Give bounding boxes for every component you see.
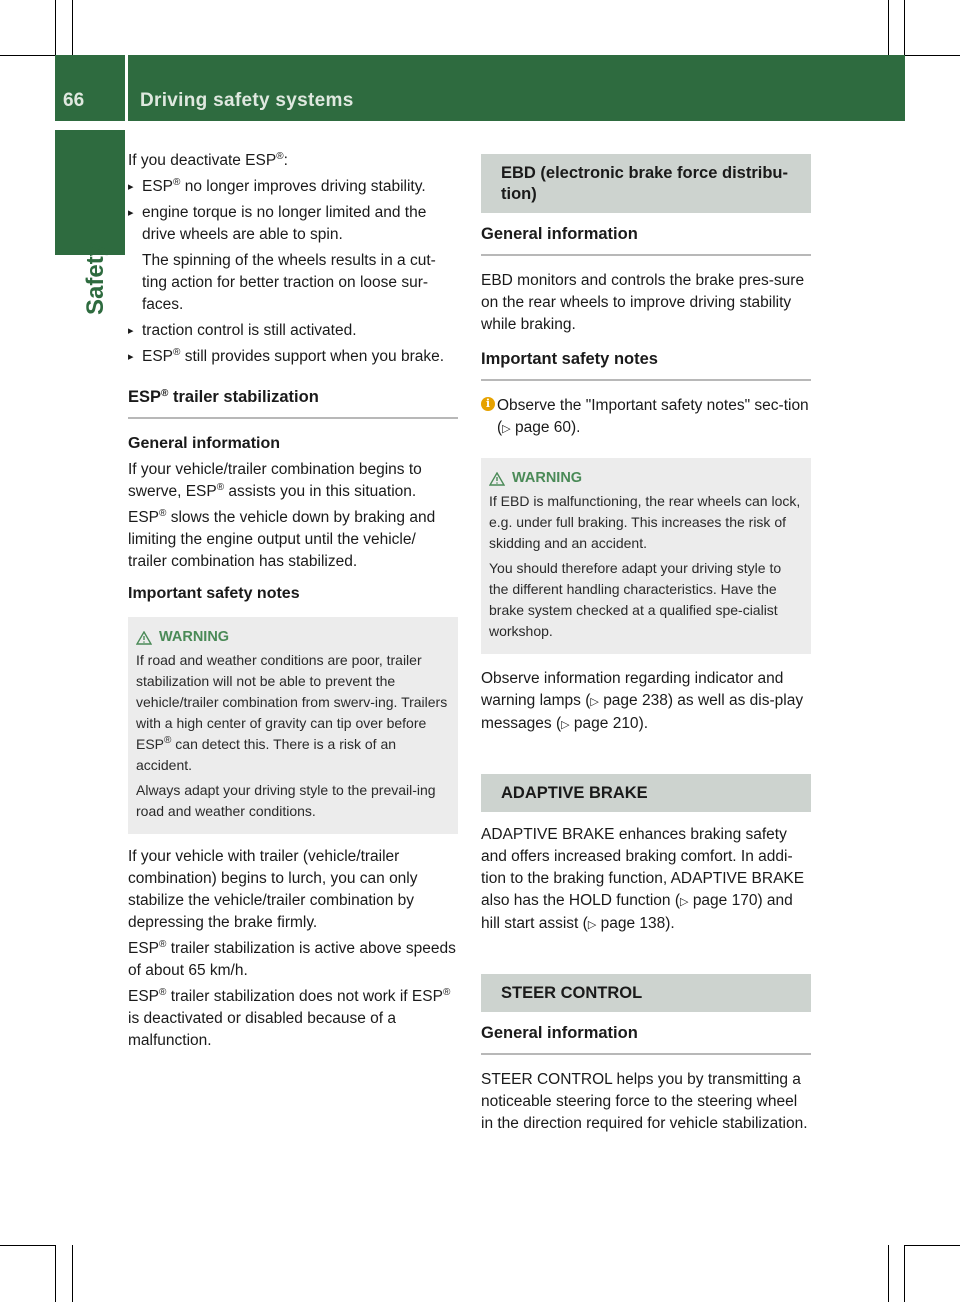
- warning-label: WARNING: [159, 629, 230, 645]
- paragraph: ESP® trailer stabilization is active above speeds of about 65 km/h.: [128, 939, 456, 979]
- paragraph: ESP® slows the vehicle down by braking and limiting the engine output until the vehicle/ trailer combination has stabilized.: [128, 508, 436, 570]
- crop-mark: [905, 55, 960, 56]
- paragraph: If your vehicle/trailer combination begins to swerve, ESP® assists you in this situation.: [128, 461, 422, 500]
- crop-mark: [888, 1245, 889, 1302]
- page-ref-arrow-icon: ▷: [502, 423, 511, 435]
- info-note: i Observe the "Important safety notes" sec-tion (▷ page 60).: [481, 395, 811, 440]
- paragraph: ESP® trailer stabilization does not work if ESP® is deactivated or disabled because of a malfunction.: [128, 987, 451, 1049]
- page-reference[interactable]: page 60: [514, 419, 571, 436]
- warning-box: [128, 617, 458, 834]
- warning-text: Always adapt your driving style to the prevail-ing road and weather conditions.: [136, 782, 436, 819]
- page-ref-arrow-icon: ▷: [587, 919, 597, 931]
- header-divider: [125, 55, 128, 121]
- section-title-bar: ADAPTIVE BRAKE: [481, 774, 811, 812]
- warning-label: WARNING: [512, 470, 583, 486]
- page-reference[interactable]: page 138: [600, 915, 666, 932]
- subheading: Important safety notes: [128, 585, 300, 602]
- list-item-note: The spinning of the wheels results in a cut-ting action for better traction on loose sur-faces.: [142, 252, 436, 313]
- chapter-title: Driving safety systems: [140, 90, 354, 111]
- crop-mark: [72, 0, 73, 55]
- warning-text: If road and weather conditions are poor, trailer stabilization will not be able to prevent the vehicle/trailer combination from swerv-ing. Trailers with a high center of gravity can tip over before ESP® can detect this. There is a risk of an accident.: [136, 652, 448, 773]
- list-item: ▸ ESP® still provides support when you brake.: [128, 346, 458, 368]
- warning-text: You should therefore adapt your driving style to the different handling characteristics. Have the brake system checked at a qualified spe-cialist workshop.: [489, 560, 782, 639]
- info-icon: i: [481, 397, 495, 411]
- crop-mark: [72, 1245, 73, 1302]
- crop-mark: [905, 1245, 960, 1246]
- right-column: [481, 150, 811, 1135]
- paragraph: STEER CONTROL helps you by transmitting a noticeable steering force to the steering wheel in the direction required for vehicle stabilization.: [481, 1071, 808, 1132]
- page-ref-arrow-icon: ▷: [590, 696, 599, 708]
- left-column: [128, 150, 458, 1052]
- warning-triangle-icon: [136, 631, 152, 645]
- crop-mark: [55, 1245, 56, 1302]
- side-tab-label: Safety: [82, 242, 109, 315]
- section-title-bar: EBD (electronic brake force distribu-tion): [481, 154, 811, 213]
- page-reference[interactable]: page 170: [692, 892, 758, 909]
- crop-mark: [0, 1245, 55, 1246]
- section-heading: General information: [481, 223, 811, 256]
- section-heading: General information: [481, 1022, 811, 1055]
- list-item: ▸ engine torque is no longer limited and the drive wheels are able to spin.: [128, 202, 458, 246]
- subheading: General information: [128, 435, 281, 452]
- section-heading: ESP® trailer stabilization: [128, 386, 458, 419]
- warning-header: [136, 627, 450, 648]
- paragraph: ADAPTIVE BRAKE enhances braking safety and offers increased braking comfort. In addi-tion to the braking function, ADAPTIVE BRAKE also has the HOLD function (▷ page 170) and hill start assist (▷ page 138).: [481, 826, 805, 932]
- section-title-bar: STEER CONTROL: [481, 974, 811, 1012]
- warning-header: [489, 468, 803, 489]
- intro-text: If you deactivate ESP®:: [128, 151, 288, 169]
- crop-mark: [0, 55, 55, 56]
- page-number: 66: [63, 90, 85, 111]
- list-item: ▸ ESP® no longer improves driving stability.: [128, 176, 458, 198]
- page-ref-arrow-icon: ▷: [561, 719, 570, 731]
- crop-mark: [904, 0, 905, 55]
- list-item: ▸ traction control is still activated.: [128, 320, 458, 342]
- paragraph: Observe information regarding indicator and warning lamps (▷ page 238) as well as dis-play messages (▷ page 210).: [481, 670, 804, 732]
- paragraph: If your vehicle with trailer (vehicle/trailer combination) begins to lurch, you can only stabilize the vehicle/trailer combination by depressing the brake firmly.: [128, 848, 418, 931]
- page-ref-arrow-icon: ▷: [680, 896, 689, 908]
- page-reference[interactable]: page 238: [603, 692, 668, 709]
- crop-mark: [55, 0, 56, 55]
- warning-text: If EBD is malfunctioning, the rear wheels can lock, e.g. under full braking. This increases the risk of skidding and an accident.: [489, 493, 801, 551]
- paragraph: EBD monitors and controls the brake pres-sure on the rear wheels to improve driving stability while braking.: [481, 272, 805, 333]
- page-reference[interactable]: page 210: [573, 715, 639, 732]
- crop-mark: [904, 1245, 905, 1302]
- section-heading: Important safety notes: [481, 348, 811, 381]
- crop-mark: [888, 0, 889, 55]
- warning-box: [481, 458, 811, 654]
- warning-triangle-icon: [489, 472, 505, 486]
- side-tab-block: [55, 130, 125, 255]
